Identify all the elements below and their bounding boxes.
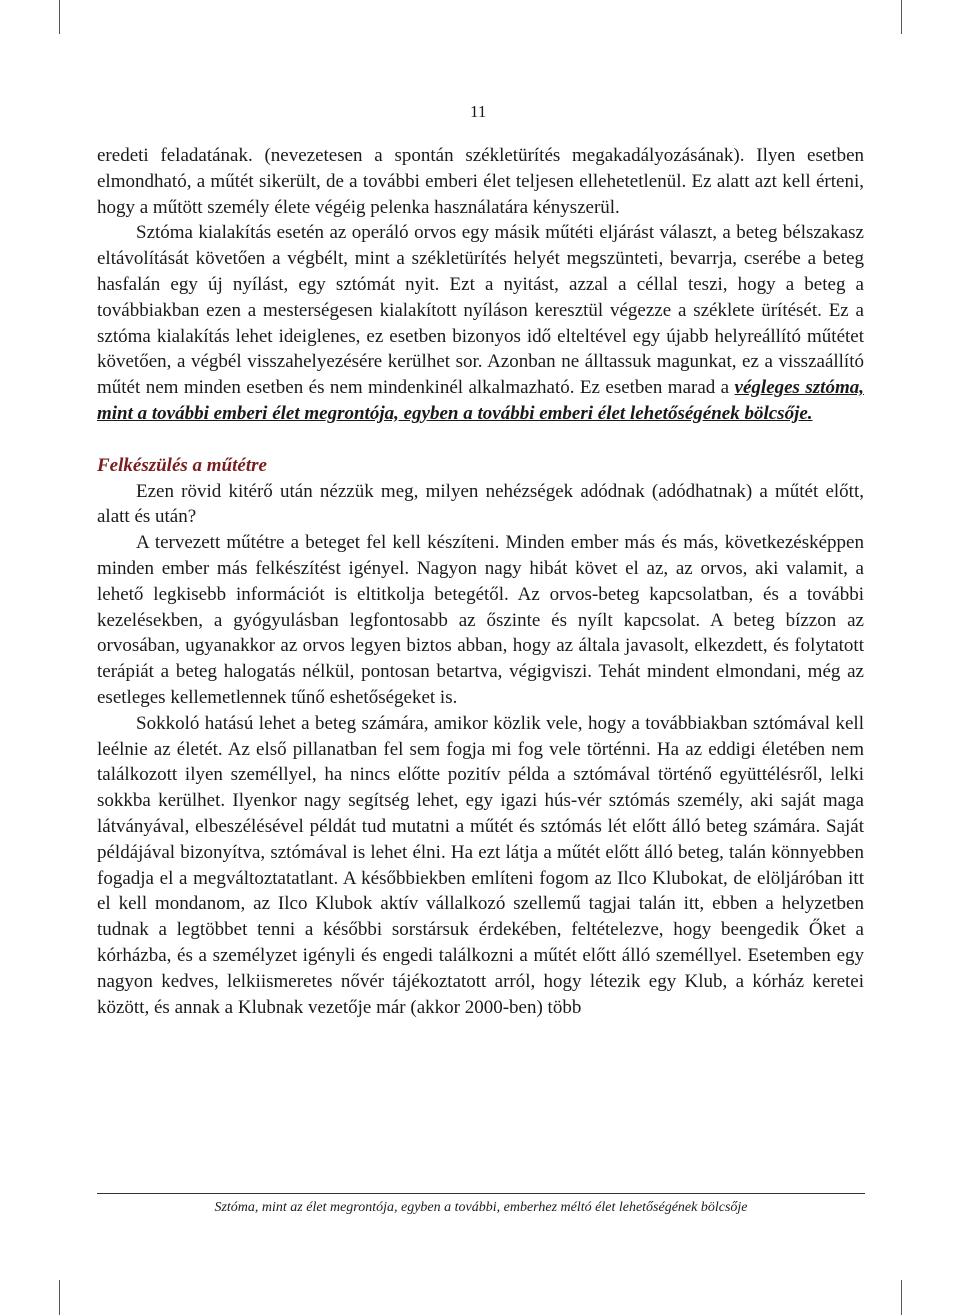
section-heading: Felkészülés a műtétre xyxy=(97,454,267,476)
paragraph-2-text: Sztóma kialakítás esetén az operáló orvos egy másik műtéti eljárást választ, a beteg bélszakasz eltávolítását követően a végbélt, mint a székletürítés helyét megszünteti, bevarrja, cserébe a beteg hasfalán egy új nyílást, egy sztómát nyit. Ezt a nyitást, azzal a céllal teszi, hogy a beteg a továbbiakban ezen a mesterségesen kialakított nyíláson keresztül végezze a széklete ürítését. Ez a sztóma kialakítás lehet ideiglenes, ez esetben bizonyos idő elteltével egy újabb helyreállító műtétet követően, a végbél visszahelyezésére kerülhet sor. Azonban ne álltassuk magunkat, ez a visszaállító műtét nem minden esetben és nem mindenkinél alkalmazható. Ez esetben marad a xyxy=(97,222,864,399)
crop-mark-bottom-right xyxy=(901,1280,902,1315)
paragraph-2 xyxy=(97,220,864,426)
crop-mark-top-left xyxy=(59,0,60,34)
paragraph-5: Sokkoló hatású lehet a beteg számára, amikor közlik vele, hogy a továbbiakban sztómával kell leélnie az életét. Az első pillanatban fel sem fogja mi fog vele történni. Ha az eddigi életében nem találkozott ilyen személlyel, ha nincs előtte pozitív példa a sztómával történő együttélésről, lelki sokkba kerülhet. Ilyenkor nagy segítség lehet, egy igazi hús-vér sztómás személy, aki saját maga látványával, elbeszélésével példát tud mutatni a műtét és sztómás lét előtt álló beteg számára. Saját példájával bizonyítva, sztómával is lehet élni. Ha ezt látja a műtét előtt álló beteg, talán könnyebben fogadja el a megváltoztatatlant. A későbbiekben említeni fogom az Ilco Klubokat, de elöljáróban itt el kell mondanom, az Ilco Klubok aktív vállalkozó szellemű tagjai talán itt, ebben a helyzetben tudnak a legtöbbet tenni a későbbi sorstársuk érdekében, feltételezve, hogy beengedik Őket a kórházba, és a személyzet igényli és engedi találkozni a műtét előtt álló személlyel. Esetemben egy nagyon kedves, lelkiismeretes nővér tájékoztatott arról, hogy létezik egy Klub, a kórház keretei között, és annak a Klubnak vezetője már (akkor 2000-ben) több xyxy=(97,712,864,1018)
page-body xyxy=(97,143,864,1020)
running-footer: Sztóma, mint az élet megrontója, egyben a további, emberhez méltó élet lehetőségének bölcsője xyxy=(214,1200,748,1215)
paragraph-3: Ezen rövid kitérő után nézzük meg, milyen nehézségek adódnak (adódhatnak) a műtét előtt, alatt és után? xyxy=(97,480,864,528)
paragraph-1: eredeti feladatának. (nevezetesen a spontán székletürítés megakadályozásának). Ilyen esetben elmondható, a műtét sikerült, de a további emberi élet teljesen ellehetetlenül. Ez alatt azt kell érteni, hogy a műtött személy élete végéig pelenka használatára kényszerül. xyxy=(97,145,864,218)
footer-divider xyxy=(97,1193,865,1194)
crop-mark-bottom-left xyxy=(59,1280,60,1315)
paragraph-4: A tervezett műtétre a beteget fel kell készíteni. Minden ember más és más, következésképpen minden ember más felkészítést igényel. Nagyon nagy hibát követ el az, az orvos, aki valamit, a lehető legkisebb információt is eltitkolja betegétől. Az orvos-beteg kapcsolatban, és a további kezelésekben, a gyógyulásban legfontosabb az őszinte és nyílt kapcsolat. A beteg bízzon az orvosában, ugyanakkor az orvos legyen biztos abban, hogy az általa javasolt, elkezdett, és folytatott terápiát a beteg halogatás nélkül, pontosan betartva, végigviszi. Tehát mindent elmondani, még az esetleges kellemetlennek tűnő eshetőségeket is. xyxy=(97,532,864,708)
page-number: 11 xyxy=(470,102,487,121)
crop-mark-top-right xyxy=(901,0,902,34)
emphasized-conclusion: végleges sztóma, mint a további emberi élet megrontója, egyben a további emberi élet lehetőségének bölcsője. xyxy=(97,377,864,424)
